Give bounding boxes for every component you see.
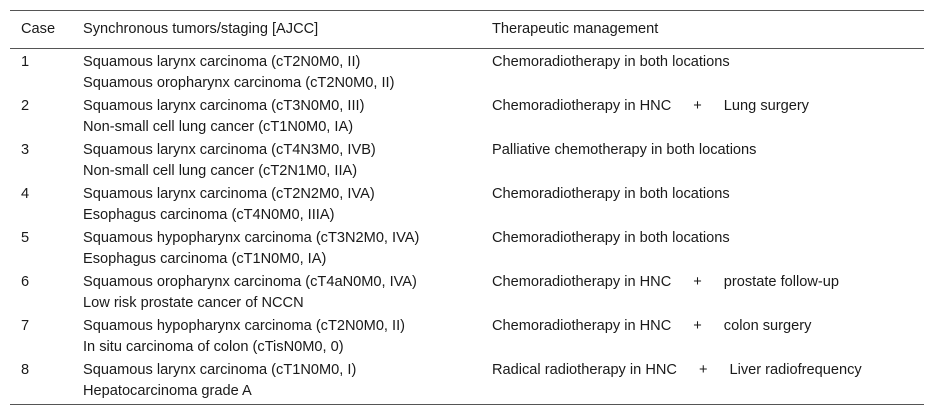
management-primary: Chemoradiotherapy in HNC xyxy=(492,274,672,290)
table-header xyxy=(10,11,924,49)
management-cell xyxy=(492,140,924,184)
table-body xyxy=(10,49,924,405)
table-row xyxy=(10,184,924,228)
management-cell xyxy=(492,96,924,140)
first-tumor: Squamous oropharynx carcinoma (cT4aN0M0, IVA) xyxy=(83,274,417,290)
case-number: 5 xyxy=(21,230,30,246)
first-tumor: Squamous hypopharynx carcinoma (cT2N0M0, II) xyxy=(83,318,406,334)
management-secondary: prostate follow-up xyxy=(723,274,839,290)
management-line xyxy=(492,360,924,381)
header-case: Case xyxy=(21,20,56,37)
management-cell xyxy=(492,360,924,405)
first-tumor: Squamous larynx carcinoma (cT4N3M0, IVB) xyxy=(83,142,376,158)
plus-sign: + xyxy=(693,98,702,114)
management-secondary: Liver radiofrequency xyxy=(729,362,862,378)
management-cell xyxy=(492,49,924,97)
management-cell xyxy=(492,316,924,360)
management-primary: Chemoradiotherapy in both locations xyxy=(492,54,730,70)
tumors-cell xyxy=(83,316,492,360)
first-tumor: Squamous larynx carcinoma (cT2N0M0, II) xyxy=(83,54,361,70)
tumors-cell xyxy=(83,360,492,405)
management-cell xyxy=(492,184,924,228)
tumors-cell xyxy=(83,140,492,184)
management-line xyxy=(492,316,924,337)
management-secondary: colon surgery xyxy=(723,318,812,334)
management-primary: Chemoradiotherapy in both locations xyxy=(492,230,730,246)
case-number: 4 xyxy=(21,186,30,202)
management-primary: Radical radiotherapy in HNC xyxy=(492,362,677,378)
header-row xyxy=(10,11,924,49)
second-tumor: Hepatocarcinoma grade A xyxy=(83,383,252,399)
table-row xyxy=(10,272,924,316)
table-row xyxy=(10,228,924,272)
case-number: 6 xyxy=(21,274,30,290)
case-number: 1 xyxy=(21,54,30,70)
table-row xyxy=(10,316,924,360)
tumors-cell xyxy=(83,96,492,140)
case-number: 2 xyxy=(21,98,30,114)
management-primary: Chemoradiotherapy in HNC xyxy=(492,98,672,114)
second-tumor: Squamous oropharynx carcinoma (cT2N0M0, II) xyxy=(83,75,395,91)
tumors-cell xyxy=(83,272,492,316)
synchronous-tumors-table-container xyxy=(10,10,924,405)
second-tumor: In situ carcinoma of colon (cTisN0M0, 0) xyxy=(83,339,344,355)
management-cell xyxy=(492,272,924,316)
plus-sign: + xyxy=(693,274,702,290)
header-management: Therapeutic management xyxy=(492,20,659,37)
second-tumor: Esophagus carcinoma (cT1N0M0, IA) xyxy=(83,251,327,267)
table-row xyxy=(10,49,924,97)
management-cell xyxy=(492,228,924,272)
management-line xyxy=(492,272,924,293)
first-tumor: Squamous larynx carcinoma (cT2N2M0, IVA) xyxy=(83,186,375,202)
table-row xyxy=(10,140,924,184)
first-tumor: Squamous hypopharynx carcinoma (cT3N2M0, IVA) xyxy=(83,230,420,246)
management-primary: Palliative chemotherapy in both locations xyxy=(492,142,757,158)
header-tumors: Synchronous tumors/staging [AJCC] xyxy=(83,20,319,37)
management-primary: Chemoradiotherapy in both locations xyxy=(492,186,730,202)
management-line xyxy=(492,96,924,117)
second-tumor: Non-small cell lung cancer (cT1N0M0, IA) xyxy=(83,119,354,135)
case-number: 7 xyxy=(21,318,30,334)
table-row xyxy=(10,96,924,140)
management-line xyxy=(492,184,924,205)
tumors-cell xyxy=(83,228,492,272)
table-row xyxy=(10,360,924,405)
plus-sign: + xyxy=(693,318,702,334)
management-secondary: Lung surgery xyxy=(723,98,809,114)
management-line xyxy=(492,228,924,249)
case-number: 3 xyxy=(21,142,30,158)
synchronous-tumors-table xyxy=(10,10,924,405)
first-tumor: Squamous larynx carcinoma (cT3N0M0, III) xyxy=(83,98,365,114)
first-tumor: Squamous larynx carcinoma (cT1N0M0, I) xyxy=(83,362,357,378)
case-number: 8 xyxy=(21,362,30,378)
tumors-cell xyxy=(83,184,492,228)
tumors-cell xyxy=(83,49,492,97)
management-line xyxy=(492,140,924,161)
second-tumor: Non-small cell lung cancer (cT2N1M0, IIA) xyxy=(83,163,358,179)
plus-sign: + xyxy=(698,362,708,378)
second-tumor: Low risk prostate cancer of NCCN xyxy=(83,295,304,311)
second-tumor: Esophagus carcinoma (cT4N0M0, IIIA) xyxy=(83,207,335,223)
management-line xyxy=(492,52,924,73)
management-primary: Chemoradiotherapy in HNC xyxy=(492,318,672,334)
